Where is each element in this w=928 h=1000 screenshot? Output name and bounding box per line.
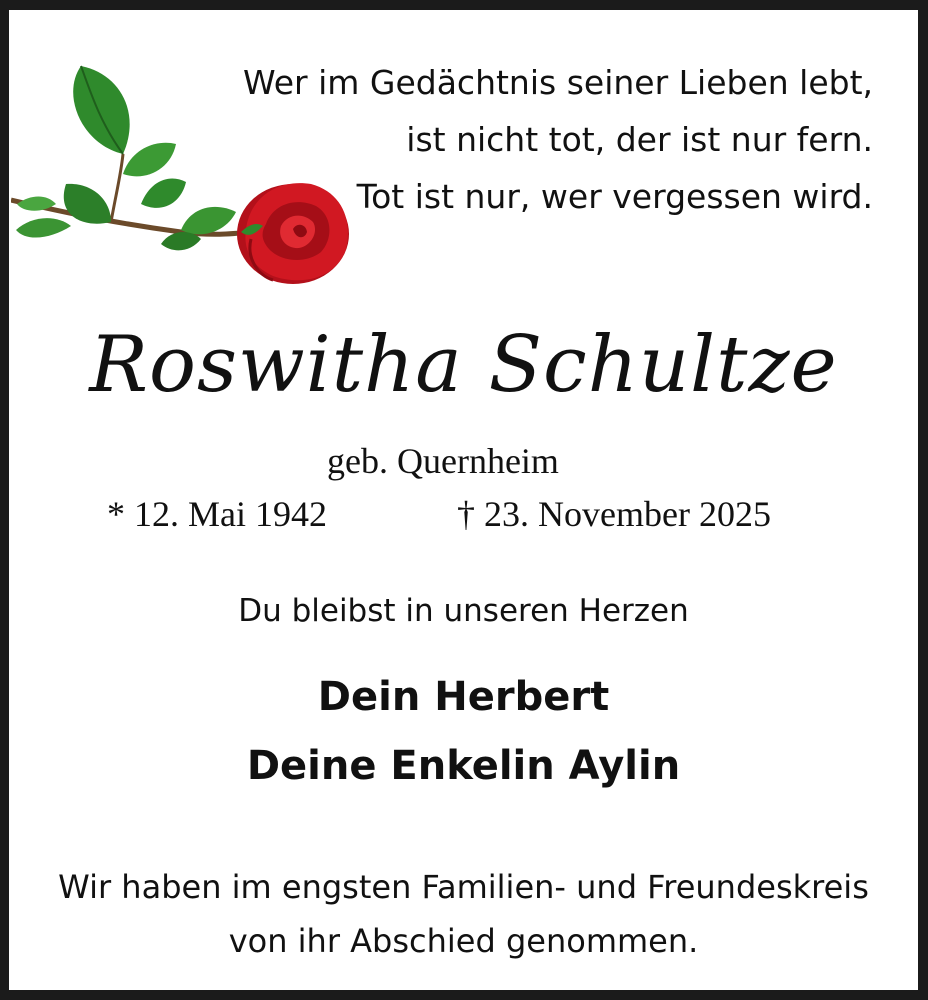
closing-line: Wir haben im engsten Familien- und Freundeskreis: [58, 868, 869, 906]
poem-line: Wer im Gedächtnis seiner Lieben lebt,: [243, 63, 873, 102]
mourner-name: Dein Herbert: [317, 674, 610, 720]
closing-line: von ihr Abschied genommen.: [228, 922, 699, 960]
poem-line: Tot ist nur, wer vergessen wird.: [356, 177, 873, 216]
deceased-name: Roswitha Schultze: [89, 320, 838, 410]
death-date: † 23. November 2025: [457, 494, 771, 534]
memorial-poem: [243, 54, 873, 225]
birth-date: * 12. Mai 1942: [107, 494, 327, 534]
obituary-card: [9, 10, 918, 990]
farewell-text: Du bleibst in unseren Herzen: [238, 593, 689, 629]
mourner-name: Deine Enkelin Aylin: [246, 743, 681, 789]
birth-name: geb. Quernheim: [327, 441, 559, 481]
poem-line: ist nicht tot, der ist nur fern.: [406, 120, 873, 159]
closing-text: [9, 860, 918, 968]
